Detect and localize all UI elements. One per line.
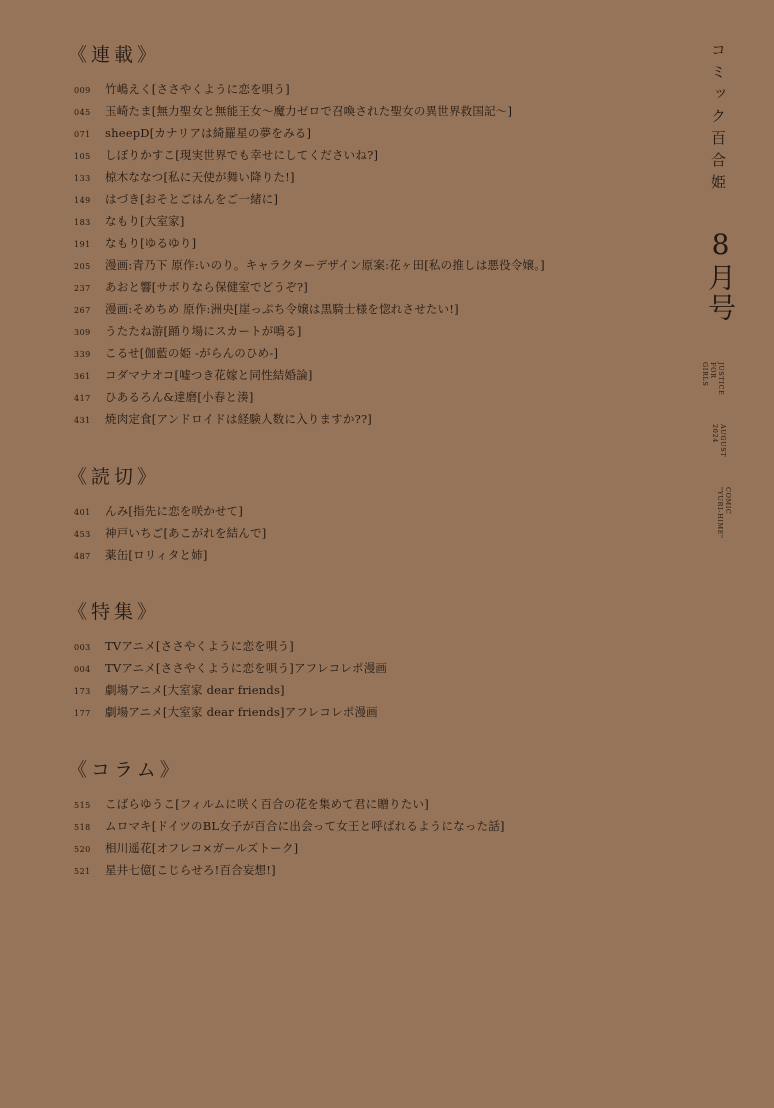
list-item <box>74 188 674 210</box>
comic-name <box>716 487 732 539</box>
list-item <box>74 386 674 408</box>
entry-list <box>74 500 674 566</box>
list-item <box>74 500 674 522</box>
entry-text: 椋木ななつ[私に天使が舞い降りた!] <box>105 170 295 184</box>
comic-line: "YURI-HIME" <box>716 487 724 539</box>
list-item <box>74 144 674 166</box>
page-number: 009 <box>74 86 91 95</box>
page-number: 515 <box>74 801 91 810</box>
page-number: 004 <box>74 665 91 674</box>
list-item <box>74 544 674 566</box>
entry-list <box>74 78 674 430</box>
list-item <box>74 166 674 188</box>
page-number: 487 <box>74 552 91 561</box>
entry-text: 星井七億[こじらせろ!百合妄想!] <box>105 863 276 877</box>
page-number: 339 <box>74 350 91 359</box>
page-number: 401 <box>74 508 91 517</box>
entry-text: TVアニメ[ささやくように恋を唄う]アフレコレポ漫画 <box>105 661 388 675</box>
list-item <box>74 859 674 881</box>
issue-label: 8月号 <box>704 228 737 323</box>
tagline-line: GIRLS <box>701 362 709 387</box>
entry-text: 劇場アニメ[大室家 dear friends] <box>105 683 285 697</box>
page-number: 149 <box>74 196 91 205</box>
page-number: 417 <box>74 394 91 403</box>
list-item <box>74 793 674 815</box>
list-item <box>74 122 674 144</box>
list-item <box>74 679 674 701</box>
page-number: 045 <box>74 108 91 117</box>
page-number: 191 <box>74 240 91 249</box>
list-item <box>74 701 674 723</box>
entry-text: 焼肉定食[アンドロイドは経験人数に入りますか??] <box>105 412 372 426</box>
entry-text: んみ[指先に恋を咲かせて] <box>105 504 244 518</box>
entry-text: 相川遥花[オフレコ×ガールズトーク] <box>105 841 299 855</box>
entry-text: 玉崎たま[無力聖女と無能王女〜魔力ゼロで召喚された聖女の異世界救国記〜] <box>105 104 513 118</box>
page-number: 520 <box>74 845 91 854</box>
page-number: 237 <box>74 284 91 293</box>
page-number: 133 <box>74 174 91 183</box>
list-item <box>74 232 674 254</box>
list-item <box>74 522 674 544</box>
page-number: 183 <box>74 218 91 227</box>
column-section <box>68 755 674 881</box>
section-title: 《特集》 <box>68 601 161 623</box>
entry-list <box>74 635 674 723</box>
date-year: 2024 <box>711 424 719 443</box>
list-item <box>74 298 674 320</box>
list-item <box>74 276 674 298</box>
list-item <box>74 78 674 100</box>
page-number: 518 <box>74 823 91 832</box>
section-title: 《コラム》 <box>68 759 183 781</box>
list-item <box>74 254 674 276</box>
entry-text: sheepD[カナリアは綺羅星の夢をみる] <box>105 126 312 140</box>
list-item <box>74 342 674 364</box>
entry-text: 劇場アニメ[大室家 dear friends]アフレコレポ漫画 <box>105 705 378 719</box>
entry-text: TVアニメ[ささやくように恋を唄う] <box>105 639 294 653</box>
list-item <box>74 210 674 232</box>
entry-text: 竹嶋えく[ささやくように恋を唄う] <box>105 82 290 96</box>
entry-text: なもり[ゆるゆり] <box>105 236 197 250</box>
issue-date <box>711 424 727 457</box>
list-item <box>74 408 674 430</box>
one-shot-section <box>68 462 674 566</box>
page-number: 105 <box>74 152 91 161</box>
entry-text: こばらゆうこ[フィルムに咲く百合の花を集めて君に贈りたい] <box>105 797 429 811</box>
entry-text: うたたね游[踊り場にスカートが鳴る] <box>105 324 302 338</box>
tagline-line: JUSTICE <box>717 362 725 396</box>
entry-text: ひあるろん&達磨[小春と湊] <box>105 390 254 404</box>
entry-text: 薬缶[ロリィタと姉] <box>105 548 208 562</box>
list-item <box>74 815 674 837</box>
page-number: 521 <box>74 867 91 876</box>
list-item <box>74 100 674 122</box>
comic-line: COMIC <box>724 487 732 515</box>
entry-text: 漫画:そめちめ 原作:洲央[崖っぷち令嬢は黒騎士様を惚れさせたい!] <box>105 302 459 316</box>
entry-text: なもり[大室家] <box>105 214 185 228</box>
list-item <box>74 635 674 657</box>
page-number: 205 <box>74 262 91 271</box>
feature-section <box>68 597 674 723</box>
entry-text: あおと響[サボりなら保健室でどうぞ?] <box>105 280 308 294</box>
entry-list <box>74 793 674 881</box>
section-title: 《連載》 <box>68 44 161 66</box>
tagline-line: FOR <box>709 362 717 379</box>
date-month: AUGUST <box>719 424 727 458</box>
list-item <box>74 364 674 386</box>
entry-text: 神戸いちご[あこがれを結んで] <box>105 526 267 540</box>
list-item <box>74 320 674 342</box>
page-number: 309 <box>74 328 91 337</box>
page-number: 361 <box>74 372 91 381</box>
page-number: 071 <box>74 130 91 139</box>
entry-text: こるせ[伽藍の姫 -がらんのひめ-] <box>105 346 279 360</box>
entry-text: コダマナオコ[嘘つき花嫁と同性結婚論] <box>105 368 313 382</box>
page-number: 453 <box>74 530 91 539</box>
page-number: 431 <box>74 416 91 425</box>
magazine-title: コミック百合姫 <box>709 42 727 196</box>
entry-text: 漫画:青乃下 原作:いのり。キャラクターデザイン原案:花ヶ田[私の推しは悪役令嬢。] <box>105 258 545 272</box>
entry-text: ムロマキ[ドイツのBL女子が百合に出会って女王と呼ばれるようになった話] <box>105 819 505 833</box>
page-number: 003 <box>74 643 91 652</box>
page-number: 173 <box>74 687 91 696</box>
list-item <box>74 657 674 679</box>
list-item <box>74 837 674 859</box>
entry-text: しぼりかすこ[現実世界でも幸せにしてくださいね?] <box>105 148 379 162</box>
page-number: 267 <box>74 306 91 315</box>
tagline <box>701 362 725 395</box>
entry-text: はづき[おそとごはんをご一緒に] <box>105 192 279 206</box>
page-number: 177 <box>74 709 91 718</box>
serial-section <box>68 40 674 430</box>
section-title: 《読切》 <box>68 466 161 488</box>
